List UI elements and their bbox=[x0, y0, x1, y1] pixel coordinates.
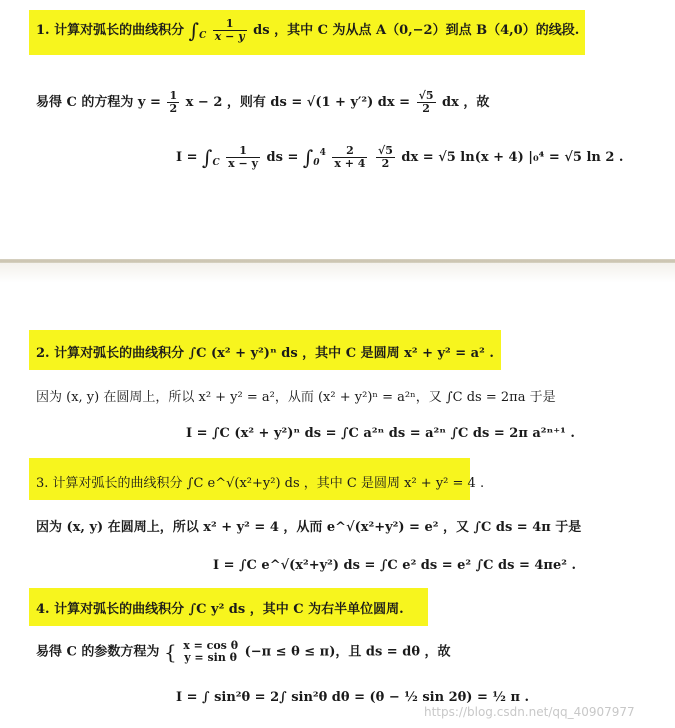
problem2-line2: I = ∫C (x² + y²)ⁿ ds = ∫C a²ⁿ ds = a²ⁿ ∫C ds = 2π a²ⁿ⁺¹ . bbox=[186, 426, 575, 441]
problem3-line2: I = ∫C e^√(x²+y²) ds = ∫C e² ds = e² ∫C ds = 4πe² . bbox=[213, 558, 576, 573]
separator-shadow bbox=[0, 263, 675, 283]
problem3-line1: 因为 (x, y) 在圆周上，所以 x² + y² = 4 ，从而 e^√(x²+y²) = e² ，又 ∫C ds = 4π 于是 bbox=[36, 520, 582, 535]
problem1-panel bbox=[0, 0, 675, 259]
watermark: https://blog.csdn.net/qq_40907977 bbox=[424, 705, 635, 719]
problem1-line2: $I = \int_C$ $\frac{1}{x - y}$ ds = $\int_0^4$ $\frac{2}{x + 4}$ $\frac{√5}{2}$ dx = √5 ln(x + 4) |₀⁴ = √5 ln 2 . bbox=[176, 144, 624, 170]
problem1-line1: 易得 C 的方程为 y = $\frac{1}{2}$ x − 2 ，则有 ds = √(1 + y′²) dx = $\frac{√5}{2}$ dx ，故 bbox=[36, 89, 490, 115]
problem2-heading: 2. 计算对弧长的曲线积分 ∫C (x² + y²)ⁿ ds ，其中 C 是圆周 x² + y² = a² . bbox=[36, 346, 494, 361]
problem3-heading: 3. 计算对弧长的曲线积分 ∫C e^√(x²+y²) ds ，其中 C 是圆周 x² + y² = 4 . bbox=[36, 476, 485, 491]
problem2-line1: 因为 (x, y) 在圆周上，所以 x² + y² = a²，从而 (x² + y²)ⁿ = a²ⁿ，又 ∫C ds = 2πa 于是 bbox=[36, 390, 556, 405]
problem4-heading: 4. 计算对弧长的曲线积分 ∫C y² ds ，其中 C 为右半单位圆周. bbox=[36, 602, 404, 617]
problem1-heading: 1. 计算对弧长的曲线积分 $\int_C$ $\frac{1}{x - y}$ ds ，其中 C 为从点 A（0,−2）到点 B（4,0）的线段. bbox=[36, 17, 580, 43]
problem4-line1: 易得 C 的参数方程为 { x = cos θ y = sin θ (−π ≤ θ ≤ π)，且 ds = dθ ，故 bbox=[36, 639, 451, 664]
problem4-line2: I = ∫ sin²θ = 2∫ sin²θ dθ = (θ − ½ sin 2θ) = ½ π . bbox=[176, 690, 530, 705]
